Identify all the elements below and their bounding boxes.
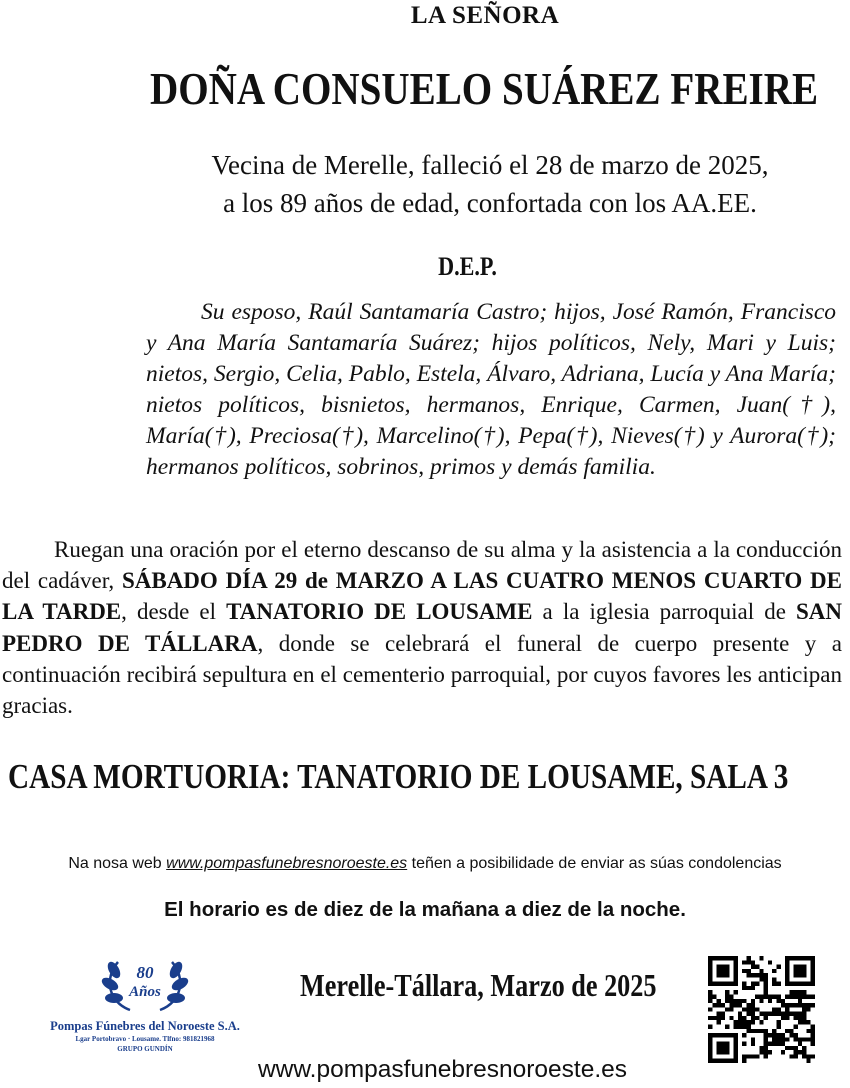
web-note-after: teñen a posibilidade de enviar as súas condolencias (407, 855, 782, 872)
website-link[interactable]: www.pompasfunebresnoroeste.es (166, 855, 408, 872)
schedule-text: El horario es de diez de la mañana a diez de la noche. (164, 898, 686, 921)
death-info (150, 146, 830, 222)
web-note-before: Na nosa web (68, 855, 167, 872)
ceremony-date-time: SÁBADO DÍA 29 de MARZO A LAS CUATRO MENOS CUARTO DE LA TARDE (2, 568, 842, 625)
logo-company-name: Pompas Fúnebres del Noroeste S.A. (50, 1019, 240, 1033)
death-info-line-1: Vecina de Merelle, falleció el 28 de marzo de 2025, (211, 150, 769, 180)
casa-mortuoria: CASA MORTUORIA: TANATORIO DE LOUSAME, SALA 3 (8, 757, 789, 796)
death-info-line-2: a los 89 años de edad, confortada con los AA.EE. (223, 188, 757, 218)
logo-group: GRUPO GUNDÍN (117, 1045, 173, 1053)
company-logo (30, 940, 260, 1060)
ceremony-church: SAN PEDRO DE TÁLLARA (2, 599, 842, 656)
ceremony-origin: TANATORIO DE LOUSAME (226, 599, 533, 625)
logo-number: 80 (136, 963, 154, 982)
place-date: Merelle-Tállara, Marzo de 2025 (300, 967, 657, 1003)
ceremony-text-2: , desde el (121, 599, 227, 625)
logo-address: Lgar Portobravo · Lousame. Tlfno: 981821968 (75, 1035, 215, 1043)
footer-website-link[interactable]: www.pompasfunebresnoroeste.es (257, 1056, 628, 1083)
ceremony-text-3: a la iglesia parroquial de (532, 599, 796, 625)
dep-heading: D.E.P. (438, 252, 497, 281)
page-heading: LA SEÑORA (410, 2, 560, 29)
qr-code-icon[interactable] (708, 956, 815, 1063)
ceremony-paragraph (2, 534, 842, 721)
web-condolences-note (0, 855, 850, 873)
ceremony-text-1: Ruegan una oración por el eterno descanso de su alma y la asistencia a la conducción del cadáver, (2, 537, 842, 594)
ceremony-text-4: , donde se celebrará el funeral de cuerpo presente y a continuación recibirá sepultura en el cementerio parroquial, por cuyos favores les anticipan gracias. (2, 630, 842, 719)
deceased-name: DOÑA CONSUELO SUÁREZ FREIRE (150, 63, 819, 114)
family-paragraph: Su esposo, Raúl Santamaría Castro; hijos, José Ramón, Francisco y Ana María Santamaría Suárez; hijos políticos, Nely, Mari y Luis; nietos, Sergio, Celia, Pablo, Estela, Álvaro, Adriana, Lucía y Ana María; nietos políticos, bisnietos, hermanos, Enrique, Carmen, Juan(†), María(†), Preciosa(†), Marcelino(†), Pepa(†), Nieves(†) y Aurora(†); hermanos políticos, sobrinos, primos y demás familia. (146, 299, 836, 480)
logo-years: Años (129, 984, 161, 1000)
